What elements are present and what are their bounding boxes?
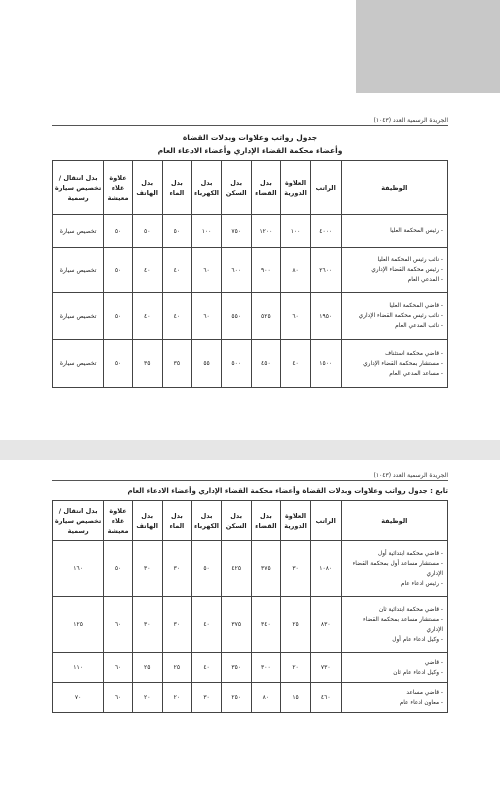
gazette-header: الجريدة الرسمية العدد (١٠٤٣) [52, 117, 448, 126]
column-header: بدل انتقال / تخصيص سيارة رسمية [53, 501, 104, 541]
document-page-2 [52, 472, 448, 713]
value-cell: ١٥٠٠ [310, 340, 341, 388]
job-cell [341, 653, 447, 683]
value-cell: ٦٠ [281, 293, 311, 340]
value-cell: ٧٥٠ [221, 215, 251, 248]
value-cell: ٣٧٥ [251, 541, 281, 597]
value-cell: ١٦٠ [53, 541, 104, 597]
table-title-line-2: وأعضاء محكمة القضاء الإداري وأعضاء الادعاء العام [157, 146, 343, 155]
job-title: - قاضي [424, 659, 443, 666]
value-cell: ٧٠ [53, 683, 104, 713]
value-cell: ٣٠٠ [251, 653, 281, 683]
value-cell: ٤٠ [132, 293, 162, 340]
column-header: بدل القضاء [251, 501, 281, 541]
table-row [53, 293, 448, 340]
job-title: - مستشار بمحكمة القضاء الإداري [363, 360, 443, 367]
value-cell: ٢٥ [281, 597, 311, 653]
value-cell: ٨٠ [251, 683, 281, 713]
value-cell: ٤٠ [162, 293, 192, 340]
value-cell: ٣٠ [162, 541, 192, 597]
value-cell: ٥٠ [104, 248, 133, 293]
value-cell: ٢٥٠ [221, 683, 251, 713]
value-cell: ٨٠ [281, 248, 311, 293]
job-title: - وكيل ادعاء عام ثان [393, 669, 443, 676]
job-title: - قاضي المحكمة العليا [389, 303, 443, 309]
job-title: - مستشار مساعد أول بمحكمة القضاء [352, 560, 443, 567]
value-cell: ٥٠ [104, 541, 133, 597]
value-cell: ١٢٥ [53, 597, 104, 653]
column-header: بدل السكن [221, 161, 251, 215]
value-cell: ١٠٨٠ [310, 541, 341, 597]
column-header: بدل الهاتف [132, 501, 162, 541]
table-title [52, 131, 448, 157]
column-header: الراتب [310, 161, 341, 215]
column-header: بدل السكن [221, 501, 251, 541]
column-header: الوظيفة [341, 161, 447, 215]
value-cell: ٩٠٠ [251, 248, 281, 293]
job-cell [341, 215, 447, 248]
value-cell: ٥٥٠ [221, 293, 251, 340]
table-title: تابع : جدول رواتب وعلاوات وبدلات القضاة وأعضاء محكمة القضاء الإداري وأعضاء الادعاء العام [127, 487, 448, 495]
value-cell: ٧٣٠ [310, 653, 341, 683]
value-cell: ٢٥ [132, 653, 162, 683]
job-title: - قاضي مساعد [406, 689, 443, 696]
value-cell: ١٩٥٠ [310, 293, 341, 340]
column-header: بدل انتقال / تخصيص سيارة رسمية [53, 161, 104, 215]
value-cell: ٥٥ [192, 340, 222, 388]
value-cell: ٢٠ [162, 683, 192, 713]
column-header: بدل الماء [162, 501, 192, 541]
page-divider [0, 440, 500, 460]
gazette-header: الجريدة الرسمية العدد (١٠٤٣) [52, 472, 448, 481]
job-title: - نائب رئيس محكمة القضاء الإداري [358, 313, 443, 319]
job-title: - قاضي محكمة استئناف [385, 350, 443, 357]
table-row [53, 340, 448, 388]
job-title: - قاضي محكمة ابتدائية ثان [379, 606, 443, 613]
value-cell: ١٥ [281, 683, 311, 713]
value-cell: ٣٧٥ [221, 597, 251, 653]
table-row [53, 653, 448, 683]
value-cell: ٤٠ [192, 653, 222, 683]
value-cell: تخصيص سيارة [53, 293, 104, 340]
column-header: بدل الماء [162, 161, 192, 215]
column-header: علاوة غلاء معيشة [104, 161, 133, 215]
column-header: علاوة غلاء معيشة [104, 501, 133, 541]
value-cell: ٦٠ [192, 293, 222, 340]
job-title: - وكيل ادعاء عام أول [392, 636, 443, 643]
column-header: بدل الكهرباء [192, 161, 222, 215]
salary-table-continued [52, 500, 448, 713]
value-cell: ٢٦٠٠ [310, 248, 341, 293]
value-cell: ١٢٠٠ [251, 215, 281, 248]
value-cell: ٦٠ [104, 653, 133, 683]
column-header: الوظيفة [341, 501, 447, 541]
table-row [53, 683, 448, 713]
table-header-row [53, 161, 448, 215]
job-title: - قاضي محكمة ابتدائية أول [378, 550, 443, 557]
job-title: - نائب المدعي العام [395, 323, 443, 329]
job-cell [341, 340, 447, 388]
value-cell: ٦٠٠ [221, 248, 251, 293]
value-cell: ٢٥ [162, 653, 192, 683]
value-cell: ٥٢٥ [251, 293, 281, 340]
column-header: العلاوة الدورية [281, 501, 311, 541]
top-gray-block [356, 0, 500, 93]
value-cell: ٣٥ [162, 340, 192, 388]
value-cell: ٣٠ [162, 597, 192, 653]
value-cell: ٤٠٠٠ [310, 215, 341, 248]
job-cell [341, 293, 447, 340]
job-title: - رئيس محكمة القضاء الإداري [371, 267, 443, 273]
job-cell [341, 248, 447, 293]
value-cell: ٥٠ [104, 293, 133, 340]
value-cell: ٣٠ [132, 541, 162, 597]
job-title: - نائب رئيس المحكمة العليا [377, 257, 443, 263]
table-header-row [53, 501, 448, 541]
value-cell: ١٠٠ [281, 215, 311, 248]
job-cell [341, 597, 447, 653]
value-cell: ٥٠ [104, 340, 133, 388]
salary-table [52, 160, 448, 388]
value-cell: ٦٠ [104, 597, 133, 653]
table-row [53, 541, 448, 597]
value-cell: ٥٠ [192, 541, 222, 597]
column-header: بدل الهاتف [132, 161, 162, 215]
table-row [53, 597, 448, 653]
table-row [53, 248, 448, 293]
job-title: - رئيس ادعاء عام [400, 580, 443, 587]
job-title: - معاون ادعاء عام [399, 699, 443, 706]
value-cell: ٣٠ [132, 597, 162, 653]
value-cell: ٢٠ [281, 653, 311, 683]
value-cell: ٣٥ [132, 340, 162, 388]
value-cell: ٥٠ [104, 215, 133, 248]
value-cell: ٤٠ [281, 340, 311, 388]
value-cell: ٤٠ [132, 248, 162, 293]
table-title-line-1: جدول رواتب وعلاوات وبدلات القضاة [182, 133, 318, 142]
value-cell: ٤٠ [192, 597, 222, 653]
value-cell: ٦٠ [104, 683, 133, 713]
value-cell: تخصيص سيارة [53, 248, 104, 293]
column-header: بدل الكهرباء [192, 501, 222, 541]
column-header: العلاوة الدورية [281, 161, 311, 215]
value-cell: ٥٠ [132, 215, 162, 248]
value-cell: ٣٤٠ [251, 597, 281, 653]
value-cell: ٨٣٠ [310, 597, 341, 653]
job-title: - المدعي العام [407, 277, 443, 283]
document-page-1 [52, 117, 448, 388]
job-title: الإداري [426, 570, 443, 577]
job-cell [341, 541, 447, 597]
value-cell: ٤٦٠ [310, 683, 341, 713]
value-cell: تخصيص سيارة [53, 340, 104, 388]
job-title: - مستشار مساعد بمحكمة القضاء [363, 616, 443, 623]
value-cell: ٣٠ [281, 541, 311, 597]
value-cell: ٤٢٥ [221, 541, 251, 597]
job-title: - رئيس المحكمة العليا [390, 228, 443, 234]
value-cell: ٣٠ [192, 683, 222, 713]
job-title: الإداري [426, 626, 443, 633]
value-cell: ٤٥٠ [251, 340, 281, 388]
value-cell: ١٠٠ [192, 215, 222, 248]
value-cell: تخصيص سيارة [53, 215, 104, 248]
value-cell: ٦٠ [192, 248, 222, 293]
column-header: بدل القضاء [251, 161, 281, 215]
value-cell: ٢٠ [132, 683, 162, 713]
value-cell: ١١٠ [53, 653, 104, 683]
value-cell: ٥٠٠ [221, 340, 251, 388]
column-header: الراتب [310, 501, 341, 541]
table-row [53, 215, 448, 248]
value-cell: ٥٠ [162, 215, 192, 248]
value-cell: ٤٠ [162, 248, 192, 293]
job-cell [341, 683, 447, 713]
value-cell: ٣٥٠ [221, 653, 251, 683]
job-title: - مساعد المدعي العام [389, 370, 443, 377]
